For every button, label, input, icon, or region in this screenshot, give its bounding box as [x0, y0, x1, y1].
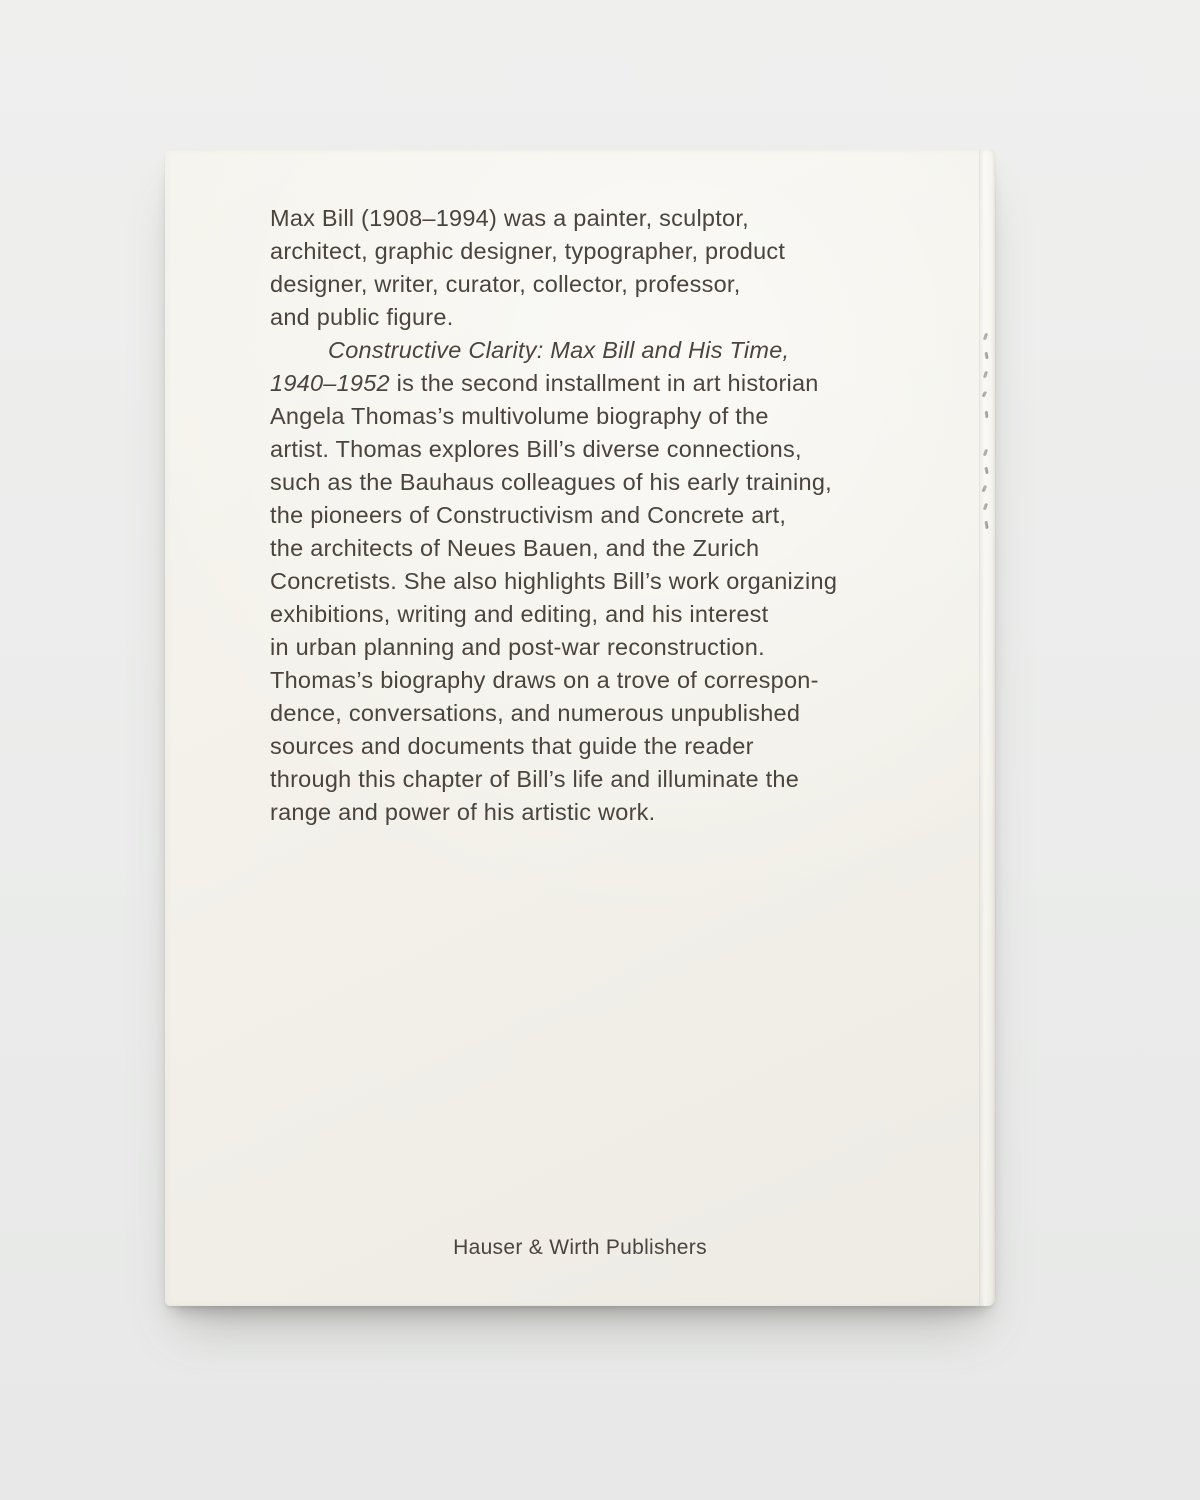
blurb-line: such as the Bauhaus colleagues of his early training,	[270, 469, 832, 495]
blurb-line: Thomas’s biography draws on a trove of correspon-	[270, 667, 819, 693]
publisher-imprint-line: Hauser & Wirth Publishers	[453, 1236, 707, 1259]
blurb-line: designer, writer, curator, collector, professor,	[270, 271, 741, 297]
blurb-line: architect, graphic designer, typographer, product	[270, 238, 786, 264]
blurb-line: dence, conversations, and numerous unpublished	[270, 700, 801, 726]
book-title-line: Constructive Clarity: Max Bill and His Time,	[328, 337, 790, 363]
blurb-line: the architects of Neues Bauen, and the Zurich	[270, 535, 760, 561]
blurb-line: through this chapter of Bill’s life and illuminate the	[270, 766, 800, 792]
back-cover-blurb	[270, 202, 910, 829]
blurb-line: in urban planning and post-war reconstruction.	[270, 634, 765, 660]
blurb-line: exhibitions, writing and editing, and his interest	[270, 601, 769, 627]
blurb-line: Max Bill (1908–1994) was a painter, sculptor,	[270, 205, 749, 231]
blurb-line: Concretists. She also highlights Bill’s work organizing	[270, 568, 838, 594]
blurb-line: sources and documents that guide the reader	[270, 733, 754, 759]
book-back-cover	[165, 150, 995, 1306]
blurb-line-rest: is the second installment in art historian	[389, 370, 819, 396]
jacket-fold-edge	[979, 150, 995, 1306]
blurb-line: range and power of his artistic work.	[270, 799, 656, 825]
blurb-line: Angela Thomas’s multivolume biography of the	[270, 403, 769, 429]
blurb-line: artist. Thomas explores Bill’s diverse connections,	[270, 436, 802, 462]
blurb-line: and public figure.	[270, 304, 454, 330]
blurb-line	[270, 367, 910, 400]
blurb-line: the pioneers of Constructivism and Concrete art,	[270, 502, 787, 528]
book-title-dates: 1940–1952	[270, 370, 390, 396]
